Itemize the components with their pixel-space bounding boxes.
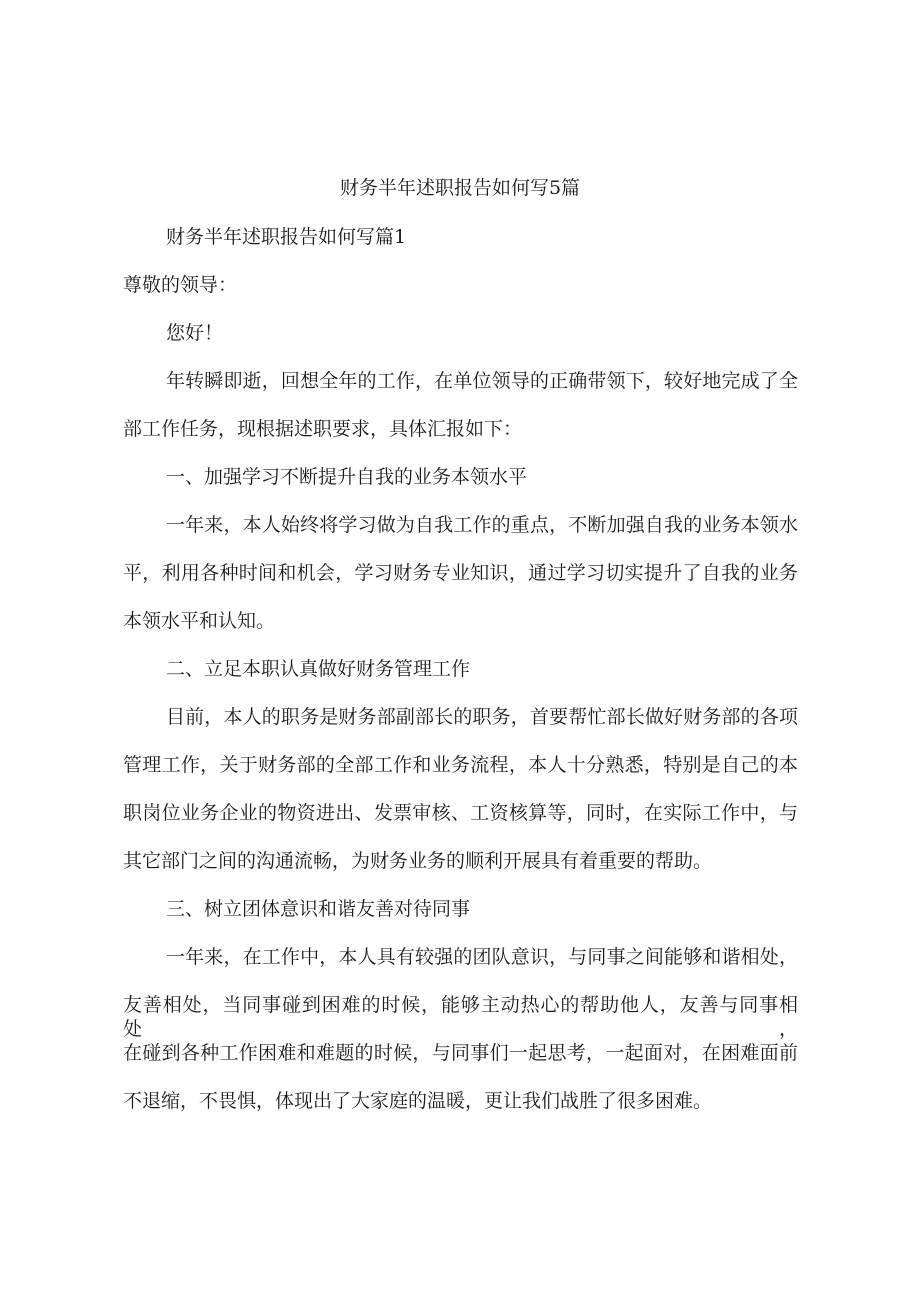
- section1-heading: 一、加强学习不断提升自我的业务本领水平: [166, 466, 528, 488]
- section1-line-3: 本领水平和认知。: [123, 610, 276, 632]
- document-subtitle: 财务半年述职报告如何写篇1: [166, 226, 407, 248]
- salutation: 尊敬的领导：: [123, 274, 238, 296]
- section3-line-2: 友善相处，当同事碰到困难的时候，能够主动热心的帮助他人，友善与同事相处，: [123, 994, 798, 1040]
- section2-line-3: 职岗位业务企业的物资进出、发票审核、工资核算等，同时，在实际工作中，与: [123, 802, 798, 824]
- section2-line-4: 其它部门之间的沟通流畅，为财务业务的顺利开展具有着重要的帮助。: [123, 850, 713, 872]
- section1-line-2: 平，利用各种时间和机会，学习财务专业知识，通过学习切实提升了自我的业务: [123, 562, 798, 584]
- section2-line-1: 目前，本人的职务是财务部副部长的职务，首要帮忙部长做好财务部的各项: [166, 706, 798, 728]
- section2-line-2: 管理工作，关于财务部的全部工作和业务流程，本人十分熟悉，特别是自己的本: [123, 754, 798, 776]
- intro-line-1: 年转瞬即逝，回想全年的工作，在单位领导的正确带领下，较好地完成了全: [166, 370, 798, 392]
- section3-line-1: 一年来，在工作中，本人具有较强的团队意识，与同事之间能够和谐相处，: [166, 946, 798, 968]
- greeting: 您好！: [166, 322, 224, 344]
- section2-heading: 二、立足本职认真做好财务管理工作: [166, 658, 471, 680]
- document-title: 财务半年述职报告如何写5篇: [339, 177, 581, 199]
- intro-line-2: 部工作任务，现根据述职要求，具体汇报如下：: [123, 418, 523, 440]
- section3-heading: 三、树立团体意识和谐友善对待同事: [166, 898, 471, 920]
- section1-line-1: 一年来，本人始终将学习做为自我工作的重点，不断加强自我的业务本领水: [166, 514, 798, 536]
- section3-line-3: 在碰到各种工作困难和难题的时候，与同事们一起思考，一起面对，在困难面前: [123, 1042, 798, 1064]
- section3-line-4: 不退缩，不畏惧，体现出了大家庭的温暖，更让我们战胜了很多困难。: [123, 1090, 713, 1112]
